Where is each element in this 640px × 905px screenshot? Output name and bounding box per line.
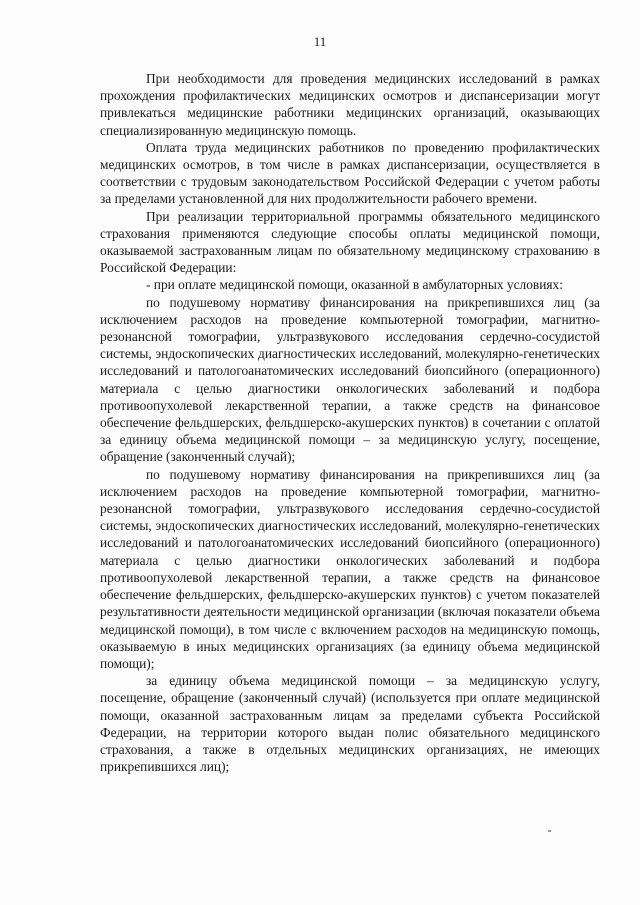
paragraph-unit-volume: за единицу объема медицинской помощи – за медицинскую услугу, посещение, обращение (законченный случай) (используется при оплате медицинской помощи, оказанной застрахованным лицам за пределами субъекта Российской Федерации, на территории которого выдан полис обязательного медицинского страхования, а также в отдельных медицинских организациях, не имеющих прикрепившихся лиц); — [100, 673, 600, 775]
scan-speck — [548, 830, 551, 832]
body-text — [100, 70, 600, 775]
paragraph-per-capita-performance: по подушевому нормативу финансирования на прикрепившихся лиц (за исключением расходов на проведение компьютерной томографии, магнитно-резонансной томографии, ультразвукового исследования сердечно-сосудистой системы, эндоскопических диагностических исследований, молекулярно-генетических исследований и патологоанатомических исследований биопсийного (операционного) материала с целью диагностики онкологических заболеваний и подбора противоопухолевой лекарственной терапии, а также средств на финансовое обеспечение фельдшерских, фельдшерско-акушерских пунктов) с учетом показателей результативности деятельности медицинской организации (включая показатели объема медицинской помощи), в том числе с включением расходов на медицинскую помощь, оказываемую в иных медицинских организациях (за единицу объема медицинской помощи); — [100, 466, 600, 671]
paragraph-outpatient-conditions: - при оплате медицинской помощи, оказанной в амбулаторных условиях: — [146, 277, 563, 293]
paragraph-labor-payment: Оплата труда медицинских работников по проведению профилактических медицинских осмотров, в том числе в рамках диспансеризации, осуществляется в соответствии с трудовым законодательством Российской Федерации с учетом работы за пределами установленной для них продолжительности рабочего времени. — [100, 139, 600, 207]
paragraph-per-capita-combined: по подушевому нормативу финансирования на прикрепившихся лиц (за исключением расходов на проведение компьютерной томографии, магнитно-резонансной томографии, ультразвукового исследования сердечно-сосудистой системы, эндоскопических диагностических исследований, молекулярно-генетических исследований и патологоанатомических исследований биопсийного (операционного) материала с целью диагностики онкологических заболеваний и подбора противоопухолевой лекарственной терапии, а также средств на финансовое обеспечение фельдшерских, фельдшерско-акушерских пунктов) в сочетании с оплатой за единицу объема медицинской помощи – за медицинскую услугу, посещение, обращение (законченный случай); — [100, 294, 600, 465]
page-number: 11 — [313, 34, 327, 49]
paragraph-specialists: При необходимости для проведения медицинских исследований в рамках прохождения профилактических медицинских осмотров и диспансеризации могут привлекаться медицинские работники медицинских организаций, оказывающих специализированную медицинскую помощь. — [100, 71, 600, 138]
paragraph-payment-methods: При реализации территориальной программы обязательного медицинского страхования применяются следующие способы оплаты медицинской помощи, оказываемой застрахованным лицам по обязательному медицинскому страхованию в Российской Федерации: — [100, 208, 600, 276]
